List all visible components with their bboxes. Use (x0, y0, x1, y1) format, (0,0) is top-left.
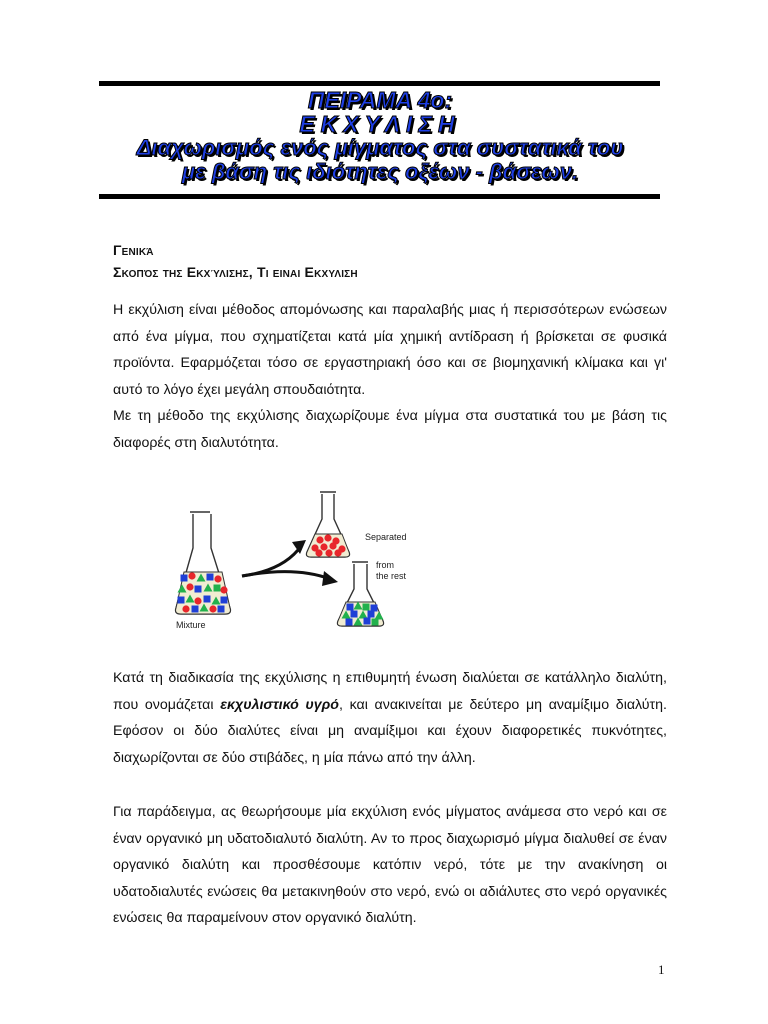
red-particle (194, 597, 201, 604)
red-particle (186, 583, 193, 590)
blue-particle (368, 611, 375, 618)
separated-label: Separated (365, 532, 407, 542)
red-particle (220, 586, 227, 593)
paragraph-example: Για παράδειγμα, ας θεωρήσουμε μία εκχύλιση ενός μίγματος ανάμεσα στο νερό και σε έναν οργανικό μη υδατοδιαλυτό διαλύτη. Αν το προς διαχωρισμό μίγμα διαλυθεί σε έναν οργανικό διαλύτη και προσθέσουμε κατόπιν νερό, τότε με την ανακίνηση οι υδατοδιαλυτές ενώσεις θα μετακινηθούν στο νερό, ενώ οι αδιάλυτες στο νερό οργανικές ενώσεις θα παραμείνουν στον οργανικό διαλύτη. (113, 804, 667, 927)
blue-particle (218, 606, 225, 613)
mixture-flask (176, 512, 231, 614)
red-particle (316, 536, 323, 543)
mixture-label: Mixture (176, 620, 206, 630)
process-text-end: , και ανακινείται με δεύτερο μη αναμίξιμο διαλύτη. Εφόσον οι δύο διαλύτες είναι μη αναμίξιμοι και έχουν διαφορετικές πυκνότητες, διαχωρίζονται σε δύο στιβάδες, η μία πάνω από την άλλη. (113, 696, 667, 766)
red-particle (320, 543, 327, 550)
separated-flask (307, 492, 350, 557)
blue-particle (221, 597, 228, 604)
red-particle (329, 542, 336, 549)
blue-particle (347, 604, 354, 611)
process-text-start: Κατά τη διαδικασία της εκχύλισης η επιθυμητή ένωση διαλύεται σε κατάλληλο διαλύτη, που ονομάζεται (113, 670, 667, 713)
top-rule (99, 81, 660, 86)
blue-particle (192, 606, 199, 613)
red-particle (325, 549, 332, 556)
green-particle (372, 619, 379, 626)
rest-label: the rest (376, 571, 407, 581)
red-particle (188, 572, 195, 579)
paragraph-method: Με τη μέθοδο της εκχύλισης διαχωρίζουμε ένα μίγμα στα συστατικά του με βάση τις διαφορές στη διαλυτότητα. (113, 408, 667, 451)
banner-experiment-number: ΠΕΙΡΑΜΑ 4ο: (307, 87, 453, 113)
green-particle (214, 585, 221, 592)
bottom-rule (99, 194, 660, 199)
extraction-liquid-term: εκχυλιστικό υγρό (220, 696, 339, 713)
red-particle (209, 605, 216, 612)
blue-particle (178, 597, 185, 604)
blue-particle (204, 596, 211, 603)
red-particle (334, 549, 341, 556)
green-particle (363, 604, 370, 611)
red-particle (214, 575, 221, 582)
red-particle (315, 549, 322, 556)
page-number: 1 (658, 962, 665, 977)
paragraph-process (113, 665, 667, 771)
blue-particle (364, 618, 371, 625)
banner-title: ΕΚΧΥΛΙΣΗ (299, 111, 461, 137)
red-particle (182, 605, 189, 612)
title-banner (90, 88, 670, 184)
heading-general: Γενικά (113, 242, 154, 258)
red-particle (324, 534, 331, 541)
blue-particle (195, 586, 202, 593)
heading-purpose: Σκοπός της Εκχύλισης, Τι ειναι Εκχυλιση (113, 264, 358, 280)
banner-subtitle-1: Διαχωρισμός ενός μίγματος στα συστατικά του (136, 135, 624, 160)
from-label: from (376, 560, 394, 570)
blue-particle (371, 605, 378, 612)
extraction-figure (170, 486, 420, 636)
blue-particle (346, 619, 353, 626)
blue-particle (351, 611, 358, 618)
blue-particle (207, 574, 214, 581)
banner-subtitle-2: με βάση τις ιδιότητες οξέων - βάσεων. (181, 159, 579, 184)
paragraph-intro: Η εκχύλιση είναι μέθοδος απομόνωσης και παραλαβής μιας ή περισσότερων ενώσεων από ένα μίγμα, που σχηματίζεται κατά μία χημική αντίδραση ή βρίσκεται σε φυσικά προϊόντα. Εφαρμόζεται τόσο σε εργαστηριακή όσο και σε βιομηχανική κλίμακα και γι' αυτό το λόγο έχει μεγάλη σπουδαιότητα. (113, 302, 667, 398)
blue-particle (181, 575, 188, 582)
